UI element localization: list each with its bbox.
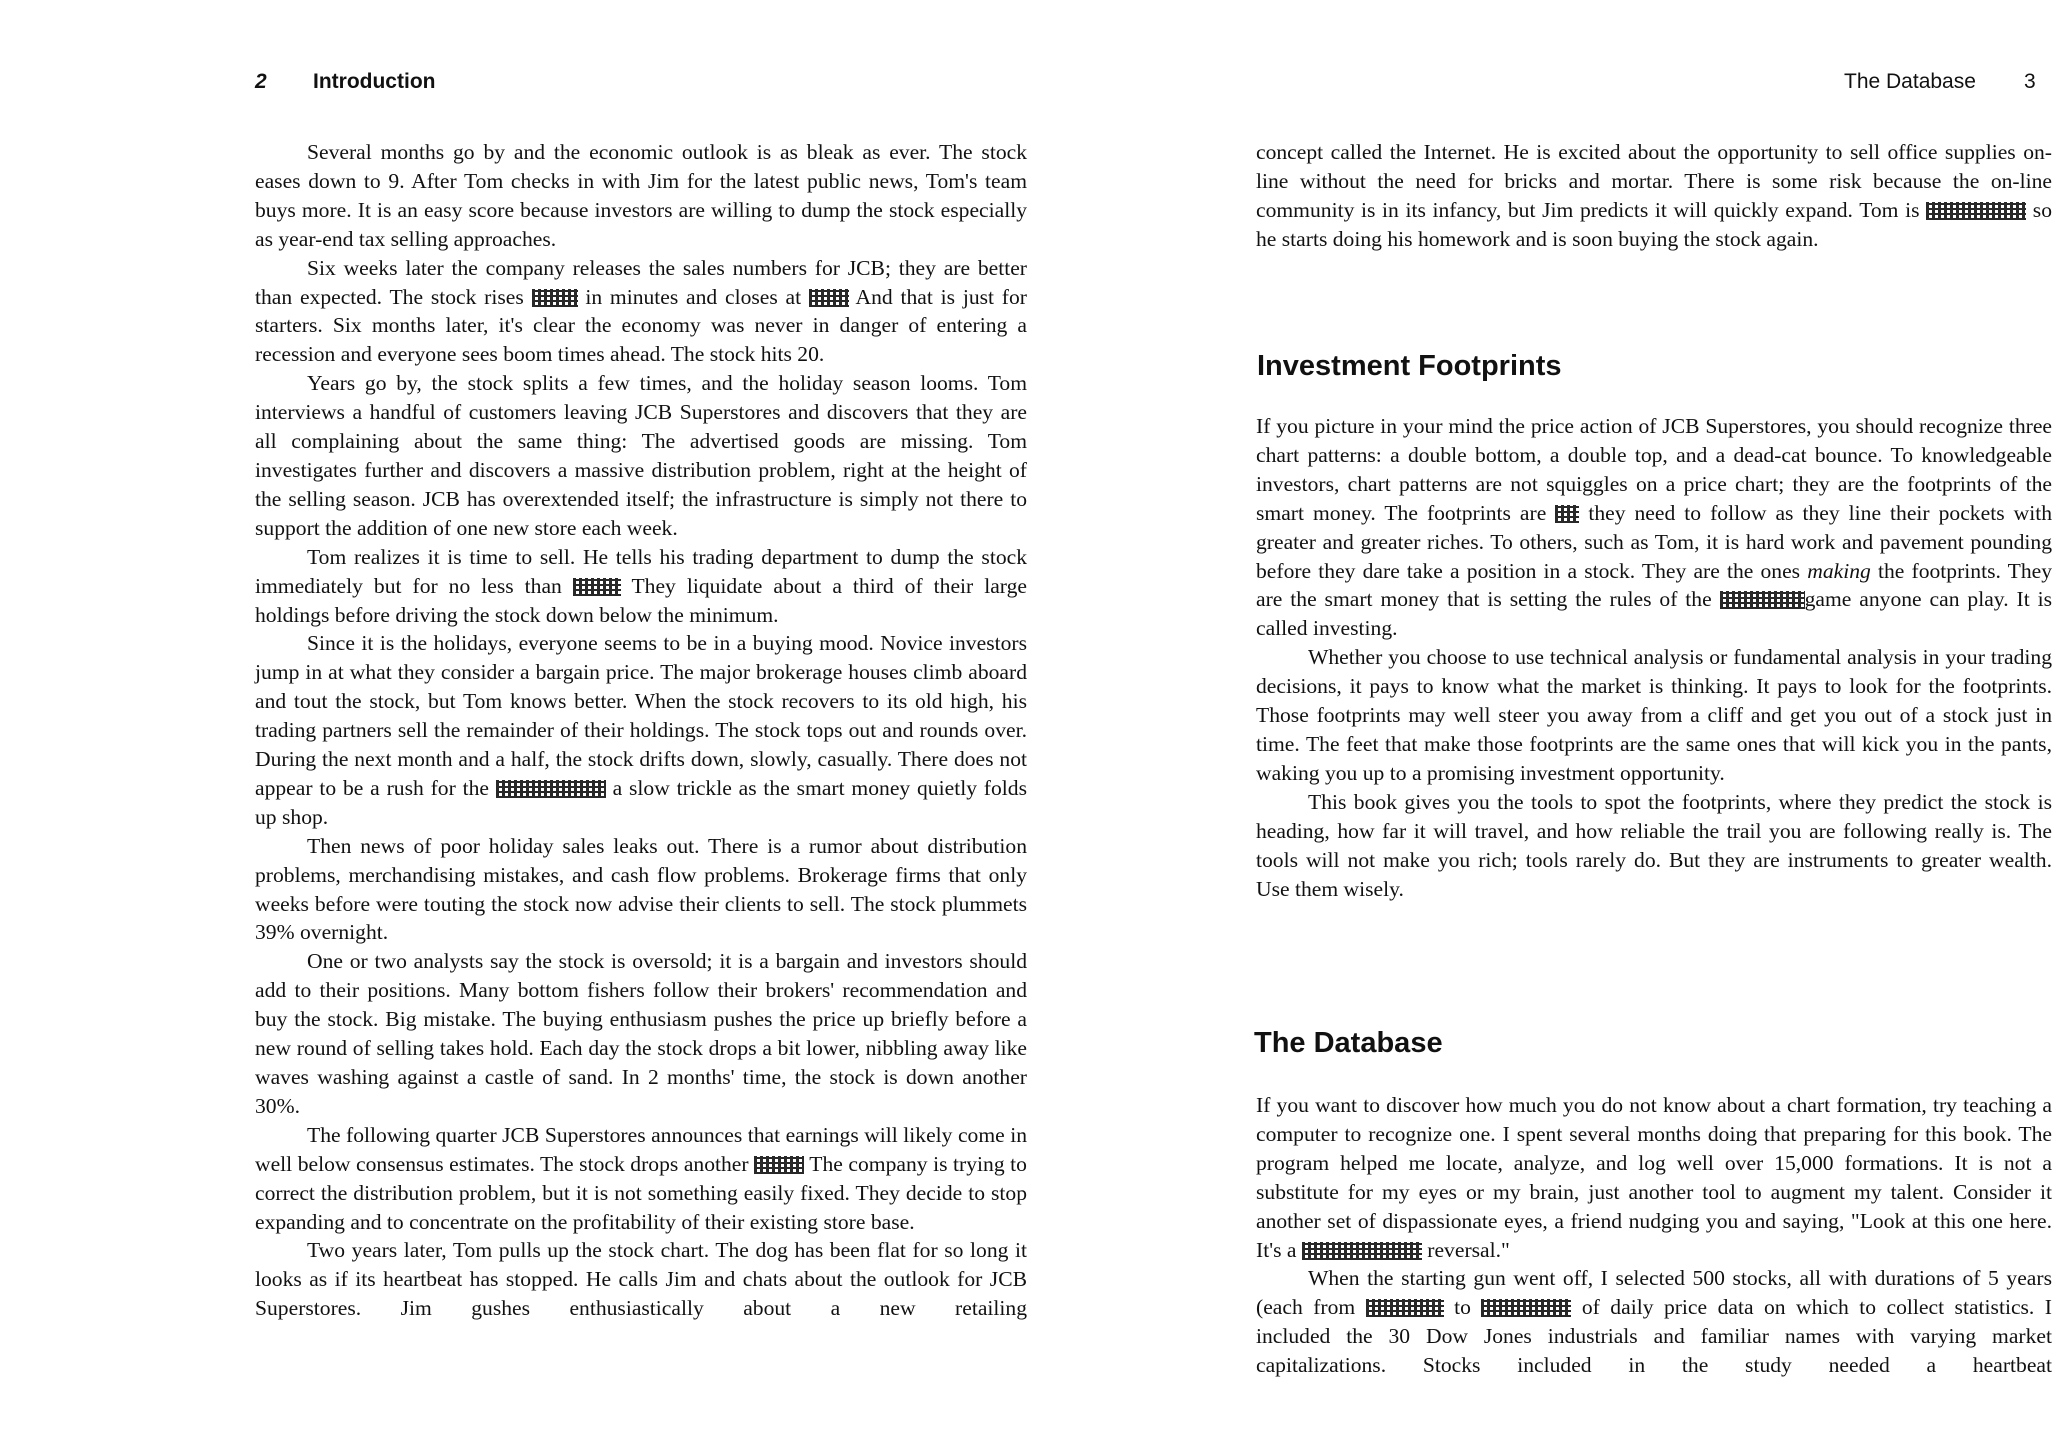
illegible-mark (809, 289, 849, 307)
paragraph: Years go by, the stock splits a few times, and the holiday season looms. Tom interviews a handful of customers leaving JCB Superstores and discovers that they are all complaining about the same thing: The advertised goods are missing. Tom investigates further and discovers a massive distribution problem, right at the height of the selling season. JCB has overextended itself; the infrastructure is simply not there to support the addition of one new store each week. (255, 371, 1027, 540)
illegible-mark (1366, 1299, 1444, 1317)
paragraph: Several months go by and the economic outlook is as bleak as ever. The stock eases down to 9. After Tom checks in with Jim for the latest public news, Tom's team buys more. It is an easy score because investors are willing to dump the stock especially as year-end tax selling approaches. (255, 140, 1027, 251)
illegible-mark (1555, 505, 1579, 523)
illegible-mark (1481, 1299, 1571, 1317)
illegible-mark (754, 1156, 804, 1174)
paragraph: If you picture in your mind the price action of JCB Superstores, you should recognize three chart patterns: a double bottom, a double top, and a dead-cat bounce. To knowledgeable investors, chart patterns are not squiggles on a price chart; they are the footprints of the smart money. The footprints are they need to follow as they line their pockets with greater and greater riches. To others, such as Tom, it is hard work and pavement pounding before they dare take a position in a stock. They are the ones making the footprints. They are the smart money that is setting the rules of the game anyone can play. It is called investing. (1256, 414, 2052, 641)
body-text (1256, 1091, 2052, 1380)
illegible-mark (1302, 1242, 1422, 1260)
running-head: The Database (1844, 70, 1976, 93)
body-text (1256, 412, 2052, 903)
body-text (255, 138, 1027, 1323)
paragraph: Since it is the holidays, everyone seems to be in a buying mood. Novice investors jump in at what they consider a bargain price. The major brokerage houses climb aboard and tout the stock, but Tom knows better. When the stock recovers to its old high, his trading partners sell the remainder of their holdings. The stock tops out and rounds over. During the next month and a half, the stock drifts down, slowly, casually. There does not appear to be a rush for the a slow trickle as the smart money quietly folds up shop. (255, 631, 1027, 829)
page-number: 3 (2024, 70, 2036, 93)
paragraph: Six weeks later the company releases the sales numbers for JCB; they are better than expected. The stock rises in minutes and closes at And that is just for starters. Six months later, it's clear the economy was never in danger of entering a recession and everyone sees boom times ahead. The stock hits 20. (255, 255, 1027, 367)
page-number: 2 (255, 70, 267, 93)
section-heading: Investment Footprints (1257, 350, 1562, 382)
section-heading: The Database (1254, 1027, 1443, 1059)
illegible-mark (532, 289, 578, 307)
paragraph: Then news of poor holiday sales leaks out. There is a rumor about distribution problems, merchandising mistakes, and cash flow problems. Brokerage firms that only weeks before were touting the stock now advise their clients to sell. The stock plummets 39% overnight. (255, 833, 1027, 945)
paragraph: Two years later, Tom pulls up the stock chart. The dog has been flat for so long it looks as if its heartbeat has stopped. He calls Jim and chats about the outlook for JCB Superstores. Jim gushes enthusiastically about a new retailing (255, 1238, 1027, 1321)
paragraph: concept called the Internet. He is excited about the opportunity to sell office supplies on-line without the need for bricks and mortar. There is some risk because the on-line community is in its infancy, but Jim predicts it will quickly expand. Tom is so he starts doing his homework and is soon buying the stock again. (1256, 140, 2052, 251)
illegible-mark (1720, 591, 1805, 609)
illegible-mark (1926, 202, 2026, 220)
paragraph: This book gives you the tools to spot the footprints, where they predict the stock is heading, how far it will travel, and how reliable the trail you are following really is. The tools will not make you rich; tools rarely do. But they are instruments to greater wealth. Use them wisely. (1256, 789, 2052, 901)
body-text (1256, 138, 2052, 254)
illegible-mark (496, 780, 606, 798)
paragraph: Tom realizes it is time to sell. He tells his trading department to dump the stock immediately but for no less than They liquidate about a third of their large holdings before driving the stock down below the minimum. (255, 544, 1027, 627)
paragraph: Whether you choose to use technical analysis or fundamental analysis in your trading decisions, it pays to know what the market is thinking. It pays to look for the footprints. Those footprints may well steer you away from a cliff and get you out of a stock just in time. The feet that make those footprints are the same ones that will kick you in the pants, waking you up to a promising investment opportunity. (1256, 645, 2052, 785)
running-head: Introduction (313, 70, 436, 93)
illegible-mark (573, 578, 621, 596)
paragraph: If you want to discover how much you do not know about a chart formation, try teaching a computer to recognize one. I spent several months doing that preparing for this book. The program helped me locate, analyze, and log well over 15,000 formations. It is not a substitute for my eyes or my brain, just another tool to augment my talent. Consider it another set of dispassionate eyes, a friend nudging you and saying, "Look at this one here. It's a reversal." (1256, 1093, 2052, 1262)
paragraph: One or two analysts say the stock is oversold; it is a bargain and investors should add to their positions. Many bottom fishers follow their brokers' recommendation and buy the stock. Big mistake. The buying enthusiasm pushes the price up briefly before a new round of selling takes hold. Each day the stock drops a bit lower, nibbling away like waves washing against a castle of sand. In 2 months' time, the stock is down another 30%. (255, 949, 1027, 1118)
right-page (1024, 0, 2052, 1447)
paragraph: When the starting gun went off, I selected 500 stocks, all with durations of 5 years (each from to of daily price data on which to collect statistics. I included the 30 Dow Jones industrials and familiar names with varying market capitalizations. Stocks included in the study needed a heartbeat (1256, 1266, 2052, 1378)
paragraph: The following quarter JCB Superstores announces that earnings will likely come in well below consensus estimates. The stock drops another The company is trying to correct the distribution problem, but it is not something easily fixed. They decide to stop expanding and to concentrate on the profitability of their existing store base. (255, 1122, 1027, 1234)
